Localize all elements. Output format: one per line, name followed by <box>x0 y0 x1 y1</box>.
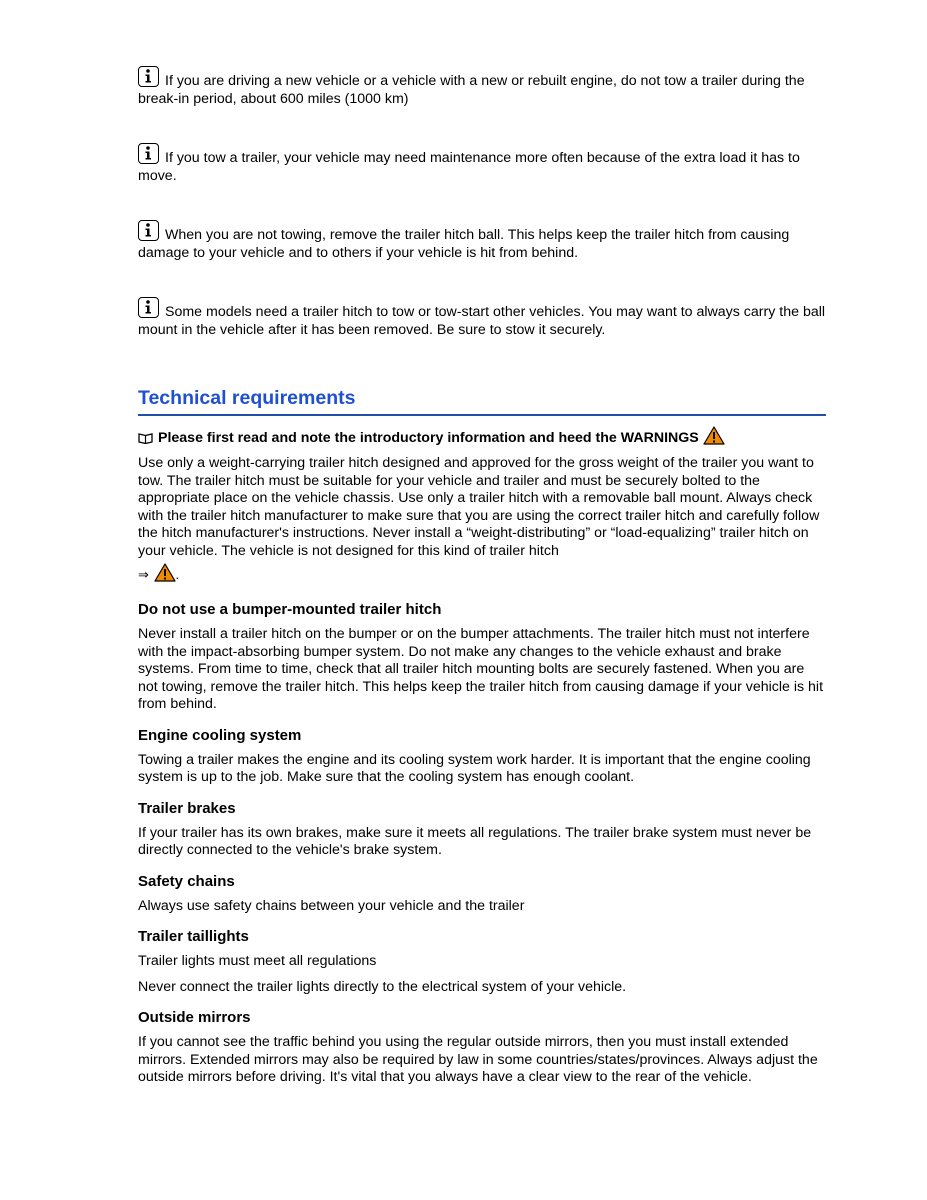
info-note-text: When you are not towing, remove the trailer hitch ball. This helps keep the trailer hitch from causing damage to your vehicle and to others if your vehicle is hit from behind. <box>138 227 790 261</box>
book-icon <box>138 431 153 450</box>
subsection-body: If you cannot see the traffic behind you using the regular outside mirrors, then you must install extended mirrors. Extended mirrors may also be required by law in some countries/states/provinces. Always adjust the outside mirrors before driving. It's vital that you always have a clear view to the rear of the vehicle. <box>138 1034 818 1085</box>
subsection-title: Safety chains <box>138 872 235 890</box>
info-note-text: If you are driving a new vehicle or a vehicle with a new or rebuilt engine, do not tow a trailer during the break-in period, about 600 miles (1000 km) <box>138 73 805 107</box>
subsection-title: Outside mirrors <box>138 1009 251 1026</box>
info-note-text: Some models need a trailer hitch to tow or tow-start other vehicles. You may want to always carry the ball mount in the vehicle after it has been removed. Be sure to stow it securely. <box>138 304 826 338</box>
subsection-title: Do not use a bumper-mounted trailer hitch <box>138 601 442 618</box>
warning-reference <box>138 563 826 588</box>
subsection-body: Always use safety chains between your vehicle and the trailer <box>138 897 525 914</box>
arrow-end: . <box>175 567 180 582</box>
warning-icon <box>154 563 176 588</box>
subsection-body: Never connect the trailer lights directly to the electrical system of your vehicle. <box>138 978 627 995</box>
intro-text: Please first read and note the introductory information and heed the WARNINGS <box>158 430 699 446</box>
info-note <box>138 297 826 339</box>
subsection-title: Trailer taillights <box>138 928 249 945</box>
section-title: Technical requirements <box>138 386 826 416</box>
info-note <box>138 66 826 108</box>
info-icon <box>138 220 159 241</box>
info-note-text: If you tow a trailer, your vehicle may need maintenance more often because of the extra load it has to move. <box>138 150 800 184</box>
intro-reference <box>138 426 826 451</box>
info-icon <box>138 297 159 318</box>
info-icon <box>138 66 159 87</box>
subsection-body: If your trailer has its own brakes, make sure it meets all regulations. The trailer brake system must never be directly connected to the vehicle's brake system. <box>138 824 812 858</box>
section-body: Use only a weight-carrying trailer hitch designed and approved for the gross weight of the trailer you want to tow. The trailer hitch must be suitable for your vehicle and trailer and must be securely bolted to the appropriate place on the vehicle chassis. Use only a trailer hitch with a removable ball mount. Always check with the trailer hitch manufacturer to make sure that you are using the correct trailer hitch and carefully follow the hitch manufacturer's instructions. Never install a “weight-distributing” or “load-equalizing” trailer hitch on your vehicle. The vehicle is not designed for this kind of trailer hitch <box>138 455 820 559</box>
warning-icon <box>703 426 725 451</box>
subsection-title: Trailer brakes <box>138 799 236 817</box>
subsection-body: Never install a trailer hitch on the bumper or on the bumper attachments. The trailer hitch must not interfere with the impact-absorbing bumper system. Do not make any changes to the vehicle exhaust and brake systems. From time to time, check that all trailer hitch mounting bolts are securely fastened. When you are not towing, remove the trailer hitch. This helps keep the trailer hitch from causing damage if your vehicle is hit from behind. <box>138 626 824 712</box>
subsection-title: Engine cooling system <box>138 726 302 744</box>
info-note <box>138 143 826 185</box>
info-icon <box>138 143 159 164</box>
document-page <box>138 66 826 1087</box>
arrow-symbol: ⇒ <box>138 567 149 582</box>
subsection-body: Towing a trailer makes the engine and its cooling system work harder. It is important that the engine cooling system is up to the job. Make sure that the cooling system has enough coolant. <box>138 751 811 785</box>
info-note <box>138 220 826 262</box>
subsection-body: Trailer lights must meet all regulations <box>138 953 377 969</box>
